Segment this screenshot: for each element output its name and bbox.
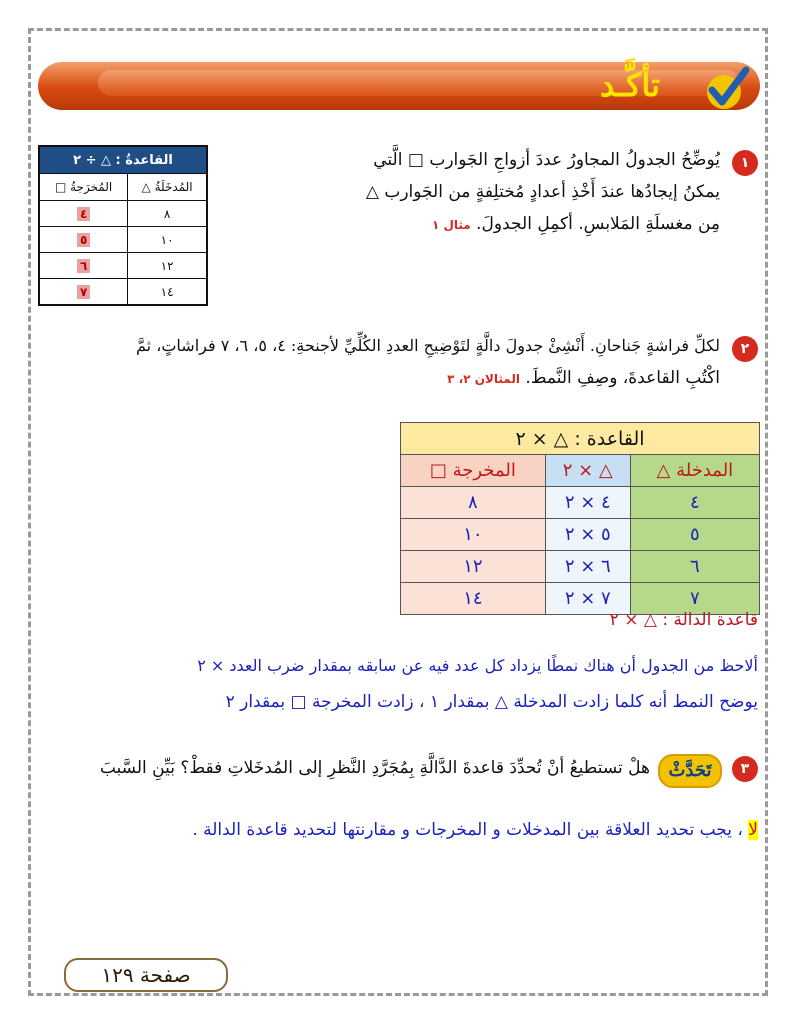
question-1-line-1: يُوضِّحُ الجدولُ المجاورُ عددَ أزواجِ الجَوارب □ الَّتي bbox=[373, 150, 720, 170]
table1-in: ١٠ bbox=[128, 227, 207, 253]
table2-in: ٥ bbox=[630, 519, 759, 551]
table2-rule: ٦ × ٢ bbox=[545, 551, 630, 583]
question-1-line-2: يمكنُ إيجادُها عندَ أَخْذِ أعدادٍ مُختلِفةٍ من الجَوارب △ bbox=[365, 182, 720, 202]
table-row bbox=[39, 201, 207, 227]
table2-rule: ٧ × ٢ bbox=[545, 583, 630, 615]
question-3-number: ٣ bbox=[732, 756, 758, 782]
question-2-line-2-text: اكْتُبِ القاعدةَ، وصِفِ النَّمطَ. bbox=[525, 368, 720, 388]
question-1-line-3-text: مِن مغسلَةِ المَلابسِ. أكمِلِ الجدولَ. bbox=[476, 214, 720, 234]
table2-in: ٦ bbox=[630, 551, 759, 583]
table1-title: القاعدةُ : △ ÷ ٢ bbox=[39, 146, 207, 174]
table1-out-cell bbox=[39, 227, 128, 253]
checkmark-icon bbox=[702, 64, 752, 114]
pattern-note-1: ألاحظ من الجدول أن هناك نمطًا يزداد كل عدد فيه عن سابقه بمقدار ضرب العدد × ٢ bbox=[197, 656, 758, 675]
table1-out: ٦ bbox=[77, 259, 90, 273]
table1-out: ٥ bbox=[77, 233, 90, 247]
table1-out-cell bbox=[39, 201, 128, 227]
table1-out-cell bbox=[39, 279, 128, 306]
table1-in: ١٢ bbox=[128, 253, 207, 279]
function-rule: قاعدة الدالة : △ × ٢ bbox=[609, 610, 758, 630]
table2-in: ٧ bbox=[630, 583, 759, 615]
table-row bbox=[39, 227, 207, 253]
table2-col-input: المدخلة △ bbox=[630, 455, 759, 487]
table1-in: ٨ bbox=[128, 201, 207, 227]
question-1-ref: مثال ١ bbox=[431, 218, 471, 232]
table2-col-rule: △ × ٢ bbox=[545, 455, 630, 487]
question-1-text bbox=[300, 144, 720, 241]
table2-in: ٤ bbox=[630, 487, 759, 519]
table-row bbox=[401, 487, 760, 519]
table2-col-output: المخرجة □ bbox=[401, 455, 546, 487]
table2-out: ٨ bbox=[401, 487, 546, 519]
pattern-note-2: يوضح النمط أنه كلما زادت المدخلة △ بمقدار ١ ، زادت المخرجة □ بمقدار ٢ bbox=[225, 692, 758, 712]
table2-rule: ٥ × ٢ bbox=[545, 519, 630, 551]
wings-function-table bbox=[400, 422, 760, 615]
question-3-text: هلْ تستطيعُ أنْ تُحدِّدَ قاعدةَ الدَّالَّةِ بِمُجَرَّدِ النَّظرِ إلى المُدخَلاتِ فقطْ؟ بَيِّنِ السَّببَ bbox=[99, 758, 650, 778]
table1-col-input: المُدخَلَةُ △ bbox=[128, 174, 207, 201]
table-row bbox=[39, 279, 207, 306]
socks-function-table bbox=[38, 145, 208, 306]
question-2-line-1: لكلِّ فراشةٍ جَناحانِ. أَنْشِئْ جدولَ دالَّةٍ لتَوْضِيحِ العددِ الكُلِّيِّ لأجنحةِ: ٤، ٥، ٦، ٧ فراشاتٍ، ثمَّ bbox=[136, 336, 720, 355]
question-2-ref: المثالان ٢، ٣ bbox=[447, 372, 520, 386]
question-1-line-3 bbox=[300, 208, 720, 241]
table1-out: ٧ bbox=[77, 285, 90, 299]
table-row bbox=[401, 519, 760, 551]
answer-text: ، يجب تحديد العلاقة بين المدخلات و المخرجات و مقارنتها لتحديد قاعدة الدالة . bbox=[192, 820, 749, 840]
table1-out-cell bbox=[39, 253, 128, 279]
table2-out: ١٤ bbox=[401, 583, 546, 615]
question-2-text bbox=[30, 330, 720, 395]
table1-out: ٤ bbox=[77, 207, 90, 221]
table2-rule: ٤ × ٢ bbox=[545, 487, 630, 519]
answer-highlight: لا bbox=[748, 820, 758, 840]
table-row bbox=[401, 551, 760, 583]
talk-badge: تَحَدَّثْ bbox=[658, 754, 722, 788]
question-2-line-2 bbox=[30, 362, 720, 395]
table1-in: ١٤ bbox=[128, 279, 207, 306]
table2-out: ١٢ bbox=[401, 551, 546, 583]
table2-title: القاعدة : △ × ٢ bbox=[401, 423, 760, 455]
table1-col-output: المُخرَجةُ □ bbox=[39, 174, 128, 201]
question-2-number: ٢ bbox=[732, 336, 758, 362]
table2-out: ١٠ bbox=[401, 519, 546, 551]
section-title: تأكَّـد bbox=[599, 66, 660, 104]
section-ribbon bbox=[38, 62, 760, 110]
question-1-number: ١ bbox=[732, 150, 758, 176]
answer-line bbox=[192, 820, 758, 840]
page-number: صفحة ١٢٩ bbox=[64, 958, 228, 992]
table-row bbox=[39, 253, 207, 279]
